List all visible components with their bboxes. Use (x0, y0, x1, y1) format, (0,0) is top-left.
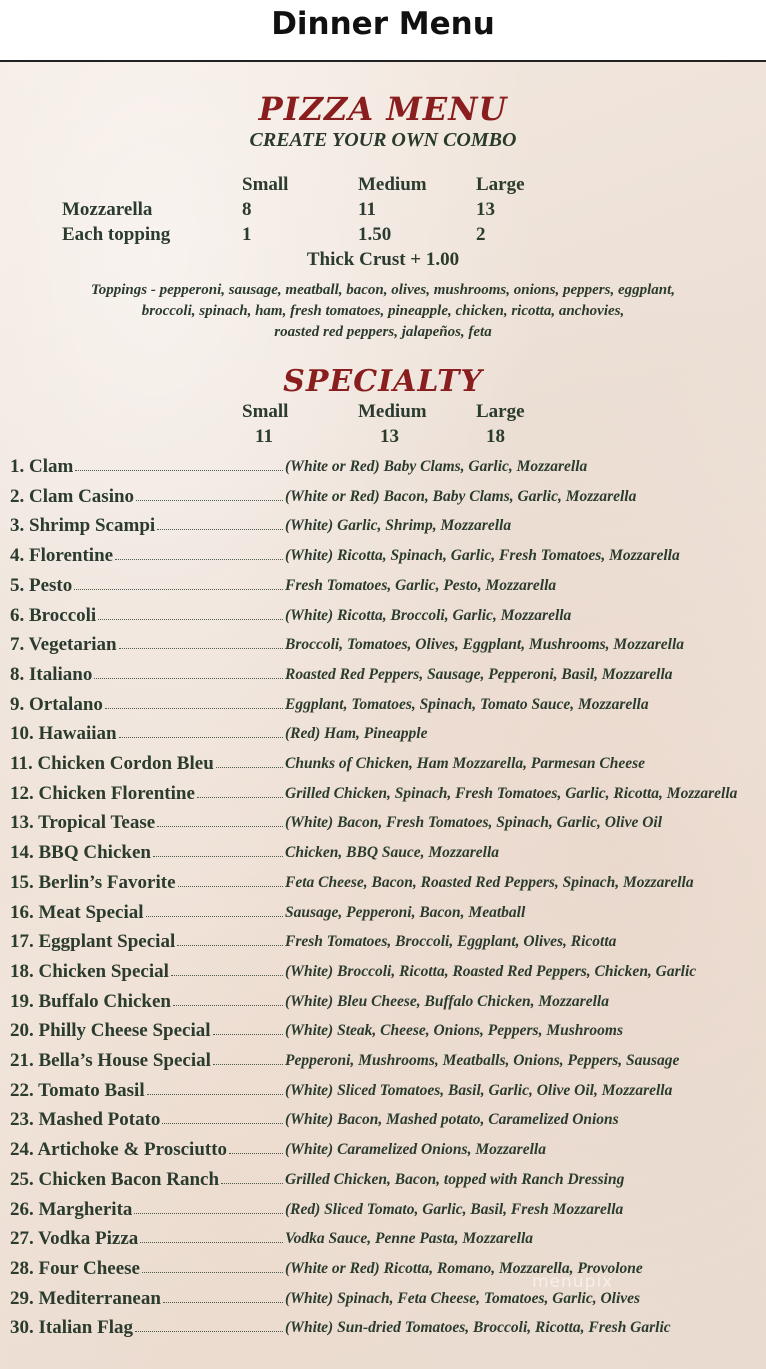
item-description: Chunks of Chicken, Ham Mozzarella, Parmesan Cheese (285, 755, 645, 772)
size-header-large: Large (476, 174, 525, 195)
price-medium: 1.50 (358, 224, 392, 245)
item-description: Vodka Sauce, Penne Pasta, Mozzarella (285, 1230, 534, 1248)
specialty-item (10, 872, 760, 902)
toppings-line: Toppings - pepperoni, sausage, meatball, bacon, olives, mushrooms, onions, peppers, eggplant, (90, 282, 676, 298)
item-description: (Red) Ham, Pineapple (285, 725, 428, 743)
item-name: 27. Vodka Pizza (10, 1228, 139, 1250)
specialty-item (10, 783, 760, 813)
price-large: 13 (476, 199, 495, 220)
item-description: Broccoli, Tomatoes, Olives, Eggplant, Mushrooms, Mozzarella (285, 636, 685, 654)
specialty-item (10, 931, 760, 961)
item-description: Sausage, Pepperoni, Bacon, Meatball (285, 903, 526, 921)
specialty-item (10, 842, 760, 872)
item-name: 29. Mediterranean (10, 1287, 161, 1309)
item-name: 5. Pesto (10, 574, 73, 596)
item-description: (White) Bacon, Mashed potato, Caramelized Onions (285, 1111, 619, 1129)
watermark: menupix (532, 1272, 614, 1292)
specialty-item (10, 634, 760, 664)
specialty-item (10, 456, 760, 486)
size-header-medium: Medium (358, 174, 427, 195)
item-description: (White) Caramelized Onions, Mozzarella (285, 1141, 546, 1159)
dot-leader (213, 1064, 283, 1065)
item-description: Pepperoni, Mushrooms, Meatballs, Onions, Peppers, Sausage (285, 1052, 680, 1069)
dot-leader (98, 619, 283, 620)
item-name: 2. Clam Casino (10, 485, 135, 507)
specialty-item (10, 1288, 760, 1318)
dot-leader (134, 1213, 283, 1214)
dot-leader (157, 529, 283, 530)
dot-leader (157, 826, 283, 827)
specialty-item (10, 1169, 760, 1199)
item-name: 19. Buffalo Chicken (10, 990, 171, 1012)
dot-leader (177, 945, 283, 946)
specialty-item (10, 1139, 760, 1169)
dot-leader (197, 797, 283, 798)
dot-leader (213, 1034, 283, 1035)
item-name: 13. Tropical Tease (10, 812, 156, 834)
specialty-price-medium: 13 (380, 426, 399, 447)
dot-leader (216, 767, 283, 768)
item-description: (White) Steak, Cheese, Onions, Peppers, Mushrooms (285, 1022, 624, 1040)
specialty-item (10, 902, 760, 932)
item-name: 22. Tomato Basil (10, 1079, 145, 1101)
specialty-item (10, 1317, 760, 1347)
dot-leader (146, 916, 283, 917)
item-name: 14. BBQ Chicken (10, 842, 151, 864)
item-description: (White) Garlic, Shrimp, Mozzarella (285, 517, 512, 535)
dot-leader (136, 500, 283, 501)
dot-leader (94, 678, 283, 679)
specialty-item (10, 575, 760, 605)
specialty-item (10, 723, 760, 753)
item-name: 28. Four Cheese (10, 1257, 140, 1279)
specialty-item (10, 515, 760, 545)
pizza-menu-subtitle: CREATE YOUR OWN COMBO (249, 129, 517, 151)
specialty-item (10, 961, 760, 991)
item-description: (White) Sun-dried Tomatoes, Broccoli, Ricotta, Fresh Garlic (285, 1319, 671, 1337)
item-description: Fresh Tomatoes, Broccoli, Eggplant, Olives, Ricotta (285, 933, 617, 951)
item-description: (White) Ricotta, Broccoli, Garlic, Mozzarella (285, 606, 572, 624)
dot-leader (162, 1123, 283, 1124)
item-description: Chicken, BBQ Sauce, Mozzarella (285, 844, 500, 862)
dot-leader (229, 1153, 283, 1154)
menu-image (0, 62, 766, 1369)
specialty-price-small: 11 (255, 426, 273, 447)
specialty-item (10, 1109, 760, 1139)
item-description: (White or Red) Baby Clams, Garlic, Mozzarella (285, 458, 588, 475)
item-description: Grilled Chicken, Bacon, topped with Ranch Dressing (285, 1170, 625, 1188)
dot-leader (173, 1005, 283, 1006)
dot-leader (142, 1272, 283, 1273)
item-description: Fresh Tomatoes, Garlic, Pesto, Mozzarella (285, 576, 557, 594)
price-small: 8 (242, 199, 252, 220)
item-name: 8. Italiano (10, 663, 93, 685)
item-description: Roasted Red Peppers, Sausage, Pepperoni, Basil, Mozzarella (285, 665, 673, 683)
item-name: 9. Ortalano (10, 693, 103, 715)
specialty-item (10, 1080, 760, 1110)
dot-leader (119, 648, 283, 649)
price-small: 1 (242, 224, 252, 245)
item-name: 4. Florentine (10, 545, 114, 567)
item-name: 18. Chicken Special (10, 960, 169, 982)
item-description: Feta Cheese, Bacon, Roasted Red Peppers, Spinach, Mozzarella (285, 873, 694, 891)
price-medium: 11 (358, 199, 376, 220)
dot-leader (140, 1242, 283, 1243)
item-name: 30. Italian Flag (10, 1317, 133, 1339)
thick-crust-note: Thick Crust + 1.00 (306, 249, 460, 270)
item-name: 25. Chicken Bacon Ranch (10, 1168, 220, 1190)
specialty-item (10, 1020, 760, 1050)
item-name: 12. Chicken Florentine (10, 782, 195, 804)
item-name: 26. Margherita (10, 1198, 133, 1220)
price-row-label: Each topping (62, 224, 171, 245)
toppings-line: broccoli, spinach, ham, fresh tomatoes, pineapple, chicken, ricotta, anchovies, (141, 303, 625, 319)
dot-leader (171, 975, 283, 976)
specialty-size-large: Large (476, 401, 525, 422)
specialty-size-medium: Medium (358, 401, 427, 422)
specialty-item (10, 1050, 760, 1080)
item-name: 16. Meat Special (10, 901, 144, 923)
specialty-size-small: Small (242, 401, 289, 422)
specialty-item (10, 812, 760, 842)
size-header-small: Small (242, 174, 289, 195)
specialty-title: SPECIALTY (283, 364, 483, 399)
item-description: (White or Red) Bacon, Baby Clams, Garlic, Mozzarella (285, 487, 637, 505)
item-description: (White) Bacon, Fresh Tomatoes, Spinach, Garlic, Olive Oil (285, 814, 663, 832)
toppings-line: roasted red peppers, jalapeños, feta (274, 324, 492, 340)
specialty-item (10, 1258, 760, 1288)
item-name: 24. Artichoke & Prosciutto (10, 1139, 228, 1161)
item-description: Eggplant, Tomatoes, Spinach, Tomato Sauce, Mozzarella (285, 695, 649, 713)
dot-leader (153, 856, 283, 857)
item-name: 6. Broccoli (10, 604, 97, 626)
item-description: (White) Sliced Tomatoes, Basil, Garlic, Olive Oil, Mozzarella (285, 1081, 673, 1099)
item-name: 23. Mashed Potato (10, 1109, 161, 1131)
price-large: 2 (476, 224, 486, 245)
item-name: 7. Vegetarian (10, 634, 117, 656)
specialty-item (10, 991, 760, 1021)
item-name: 21. Bella’s House Special (10, 1050, 211, 1071)
specialty-item (10, 694, 760, 724)
page-title: Dinner Menu (271, 6, 495, 42)
dot-leader (105, 708, 283, 709)
pizza-menu-title: PIZZA MENU (258, 90, 508, 128)
specialty-item (10, 1228, 760, 1258)
item-description: (White) Ricotta, Spinach, Garlic, Fresh Tomatoes, Mozzarella (285, 547, 680, 565)
page-header (0, 0, 766, 62)
specialty-item (10, 753, 760, 783)
item-name: 3. Shrimp Scampi (10, 515, 156, 537)
dot-leader (74, 589, 283, 590)
dot-leader (135, 1331, 283, 1332)
item-name: 11. Chicken Cordon Bleu (10, 753, 214, 774)
dot-leader (221, 1183, 283, 1184)
dot-leader (75, 470, 283, 471)
specialty-item (10, 664, 760, 694)
price-row-label: Mozzarella (62, 199, 153, 220)
item-name: 15. Berlin’s Favorite (10, 871, 176, 893)
item-name: 17. Eggplant Special (10, 931, 176, 953)
specialty-item (10, 545, 760, 575)
specialty-price-large: 18 (486, 426, 505, 447)
item-description: (White) Bleu Cheese, Buffalo Chicken, Mozzarella (285, 992, 609, 1010)
dot-leader (119, 737, 283, 738)
item-name: 1. Clam (10, 456, 74, 477)
toppings-list (40, 280, 726, 343)
item-description: (White or Red) Ricotta, Romano, Mozzarella, Provolone (285, 1259, 643, 1277)
specialty-item (10, 486, 760, 516)
dot-leader (178, 886, 283, 887)
item-name: 10. Hawaiian (10, 723, 117, 745)
dot-leader (163, 1302, 283, 1303)
dot-leader (147, 1094, 283, 1095)
item-description: (White) Spinach, Feta Cheese, Tomatoes, Garlic, Olives (285, 1289, 641, 1307)
specialty-item (10, 1199, 760, 1229)
item-name: 20. Philly Cheese Special (10, 1020, 211, 1042)
item-description: (Red) Sliced Tomato, Garlic, Basil, Fresh Mozzarella (285, 1200, 624, 1218)
dot-leader (115, 559, 283, 560)
item-description: (White) Broccoli, Ricotta, Roasted Red Peppers, Chicken, Garlic (285, 962, 697, 980)
item-description: Grilled Chicken, Spinach, Fresh Tomatoes, Garlic, Ricotta, Mozzarella (285, 784, 738, 802)
specialty-item (10, 605, 760, 635)
